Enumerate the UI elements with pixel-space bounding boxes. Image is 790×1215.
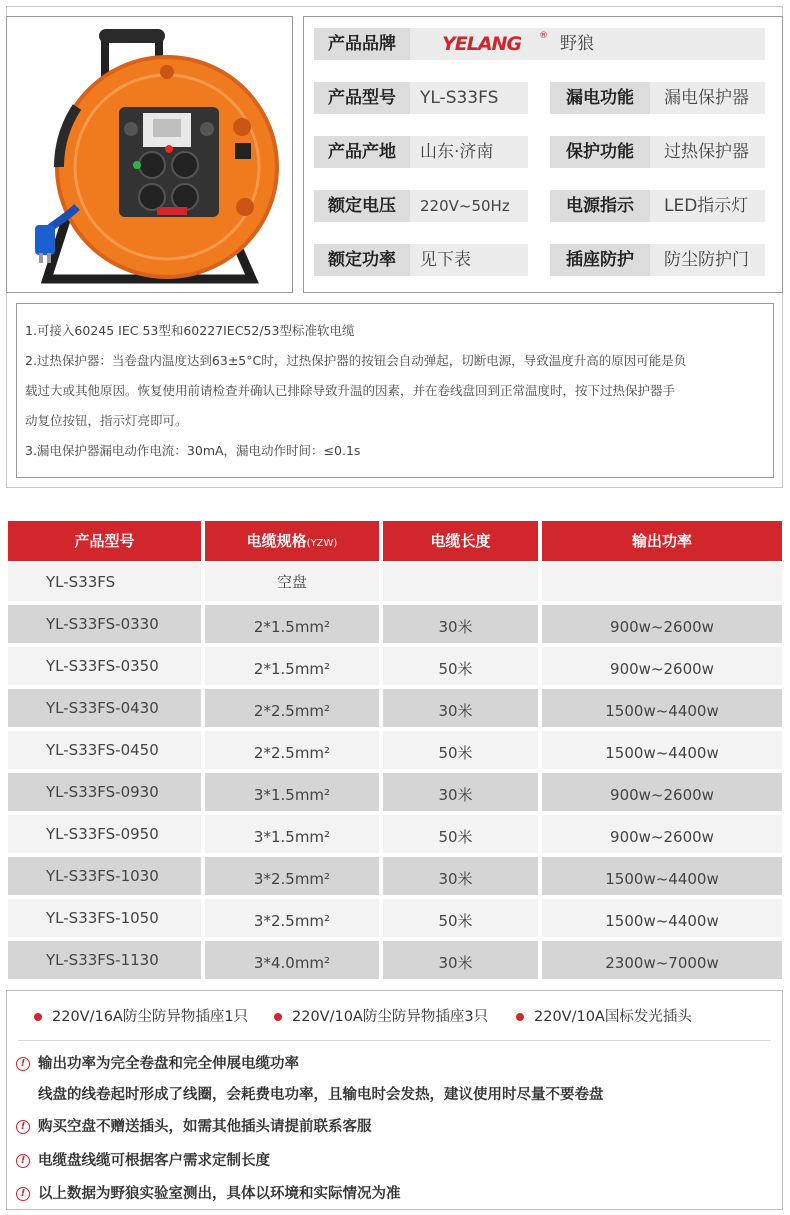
spec-value-power: 见下表 xyxy=(410,244,528,276)
description-line-1: 1.可接入60245 IEC 53型和60227IEC52/53型标准软电缆 xyxy=(25,323,355,338)
cell-power: 900w~2600w xyxy=(542,773,782,811)
spec-label-protection: 保护功能 xyxy=(550,136,650,168)
spec-label-brand: 产品品牌 xyxy=(314,28,410,60)
cell-cable-spec: 3*4.0mm² xyxy=(205,941,379,979)
cell-cable-spec: 空盘 xyxy=(205,563,379,601)
note-text: 电缆盘线缆可根据客户需求定制长度 xyxy=(38,1153,270,1169)
spec-label-leakage: 漏电功能 xyxy=(550,82,650,114)
cell-length: 50米 xyxy=(383,731,538,769)
cell-cable-spec: 2*2.5mm² xyxy=(205,731,379,769)
description-line-5: 3.漏电保护器漏电动作电流：30mA，漏电动作时间：≤0.1s xyxy=(25,443,361,458)
product-photo xyxy=(6,16,293,293)
cell-power: 900w~2600w xyxy=(542,647,782,685)
table-header-length: 电缆长度 xyxy=(383,521,538,561)
cell-length: 50米 xyxy=(383,647,538,685)
feature-item-1 xyxy=(34,1005,248,1026)
cell-length: 30米 xyxy=(383,941,538,979)
cell-length: 50米 xyxy=(383,815,538,853)
feature-text: 220V/10A国标发光插头 xyxy=(534,1009,692,1025)
cell-power: 900w~2600w xyxy=(542,815,782,853)
feature-item-2 xyxy=(274,1005,488,1026)
cell-power: 2300w~7000w xyxy=(542,941,782,979)
cell-model: YL-S33FS-1130 xyxy=(8,941,201,979)
note-text: 输出功率为完全卷盘和完全伸展电缆功率 xyxy=(38,1056,299,1072)
cell-length: 50米 xyxy=(383,899,538,937)
bullet-dot-icon xyxy=(274,1013,282,1021)
feature-text: 220V/16A防尘防异物插座1只 xyxy=(52,1009,249,1025)
spec-label-model: 产品型号 xyxy=(314,82,410,114)
cell-length: 30米 xyxy=(383,773,538,811)
bullet-dot-icon xyxy=(516,1013,524,1021)
cell-power: 1500w~4400w xyxy=(542,857,782,895)
cell-model: YL-S33FS-0950 xyxy=(8,815,201,853)
warning-icon: ! xyxy=(16,1057,30,1071)
bullet-dot-icon xyxy=(34,1013,42,1021)
spec-value-brand-row xyxy=(410,28,765,60)
description-box xyxy=(16,303,774,478)
cell-cable-spec: 3*1.5mm² xyxy=(205,773,379,811)
feature-item-3 xyxy=(516,1005,692,1026)
plug-head xyxy=(35,225,55,255)
cell-length: 30米 xyxy=(383,605,538,643)
spec-label-voltage: 额定电压 xyxy=(314,190,410,222)
cell-cable-spec: 2*1.5mm² xyxy=(205,605,379,643)
feature-text: 220V/10A防尘防异物插座3只 xyxy=(292,1009,489,1025)
description-line-4: 动复位按钮，指示灯亮即可。 xyxy=(25,413,188,428)
registered-mark: ® xyxy=(539,31,548,41)
cell-model: YL-S33FS-0350 xyxy=(8,647,201,685)
cell-length xyxy=(383,563,538,601)
spec-value-model: YL-S33FS xyxy=(410,82,528,114)
cell-cable-spec: 2*1.5mm² xyxy=(205,647,379,685)
warning-icon: ! xyxy=(16,1120,30,1134)
cell-model: YL-S33FS xyxy=(8,563,201,601)
description-line-2: 2.过热保护器：当卷盘内温度达到63±5°C时，过热保护器的按钮会自动弹起，切断电源，导致温度升高的原因可能是负 xyxy=(25,353,687,368)
spec-label-socket-guard: 插座防护 xyxy=(550,244,650,276)
cell-length: 30米 xyxy=(383,857,538,895)
description-line-3: 载过大或其他原因。恢复使用前请检查并确认已排除导致升温的因素，并在卷线盘回到正常温度时，按下过热保护器手 xyxy=(25,383,676,398)
cell-power: 1500w~4400w xyxy=(542,899,782,937)
warning-icon: ! xyxy=(16,1154,30,1168)
note-text: 购买空盘不赠送插头，如需其他插头请提前联系客服 xyxy=(38,1119,372,1135)
cell-power: 1500w~4400w xyxy=(542,731,782,769)
spec-value-protection: 过热保护器 xyxy=(650,136,765,168)
cable-spec-label: 电缆规格 xyxy=(246,532,307,550)
spec-label-indicator: 电源指示 xyxy=(550,190,650,222)
cell-power: 1500w~4400w xyxy=(542,689,782,727)
spec-value-socket-guard: 防尘防护门 xyxy=(650,244,765,276)
cell-cable-spec: 3*2.5mm² xyxy=(205,857,379,895)
spec-value-voltage: 220V~50Hz xyxy=(410,190,528,222)
cell-model: YL-S33FS-0450 xyxy=(8,731,201,769)
warning-icon: ! xyxy=(16,1187,30,1201)
spec-label-power: 额定功率 xyxy=(314,244,410,276)
table-header-cable-spec xyxy=(205,521,379,561)
spec-value-origin: 山东·济南 xyxy=(410,136,528,168)
table-header-power: 输出功率 xyxy=(542,521,782,561)
cell-length: 30米 xyxy=(383,689,538,727)
cell-model: YL-S33FS-0930 xyxy=(8,773,201,811)
cell-model: YL-S33FS-1050 xyxy=(8,899,201,937)
cell-cable-spec: 3*1.5mm² xyxy=(205,815,379,853)
note-item-3 xyxy=(16,1149,270,1170)
reel-handle xyxy=(99,29,165,43)
divider xyxy=(18,1040,771,1041)
spec-value-indicator: LED指示灯 xyxy=(650,190,765,222)
spec-label-origin: 产品产地 xyxy=(314,136,410,168)
note-item-4 xyxy=(16,1182,401,1203)
cell-power xyxy=(542,563,782,601)
note-item-1-detail: 线盘的线卷起时形成了线圈，会耗费电功率，且输电时会发热，建议使用时尽量不要卷盘 xyxy=(38,1087,604,1103)
cell-model: YL-S33FS-0430 xyxy=(8,689,201,727)
cell-power: 900w~2600w xyxy=(542,605,782,643)
note-item-1 xyxy=(16,1052,299,1073)
spec-value-leakage: 漏电保护器 xyxy=(650,82,765,114)
table-header-model: 产品型号 xyxy=(8,521,201,561)
note-item-2 xyxy=(16,1115,372,1136)
cable-reel-illustration xyxy=(7,17,292,292)
cell-cable-spec: 3*2.5mm² xyxy=(205,899,379,937)
cell-cable-spec: 2*2.5mm² xyxy=(205,689,379,727)
note-text: 以上数据为野狼实验室测出，具体以环境和实际情况为准 xyxy=(38,1186,401,1202)
cell-model: YL-S33FS-0330 xyxy=(8,605,201,643)
cable-spec-unit: (YZW) xyxy=(306,538,338,549)
cell-model: YL-S33FS-1030 xyxy=(8,857,201,895)
spec-value-brand: 野狼 xyxy=(560,34,594,54)
brand-logo: YELANG xyxy=(442,33,522,55)
